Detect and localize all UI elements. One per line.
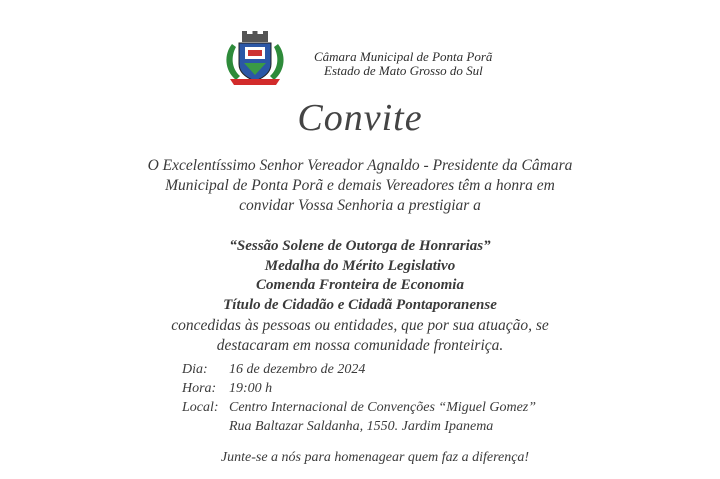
honor-item: Medalha do Mérito Legislativo	[264, 257, 456, 274]
institution-name	[314, 50, 492, 78]
intro-line: Municipal de Ponta Porã e demais Vereadores têm a honra em	[165, 177, 555, 194]
location-label: Local:	[182, 400, 219, 415]
honors-list	[0, 237, 720, 315]
time-value: 19:00 h	[229, 381, 273, 396]
address-value: Rua Baltazar Saldanha, 1550. Jardim Ipanema	[229, 419, 494, 434]
date-label: Dia:	[182, 362, 208, 377]
institution-line-2: Estado de Mato Grosso do Sul	[324, 63, 483, 78]
intro-line: O Excelentíssimo Senhor Vereador Agnaldo - Presidente da Câmara	[147, 157, 573, 174]
time-label: Hora:	[182, 381, 217, 396]
time-row	[182, 379, 536, 398]
intro-paragraph	[0, 156, 720, 216]
event-details	[182, 360, 536, 436]
intro-line: convidar Vossa Senhoria a prestigiar a	[239, 197, 481, 214]
honor-item: Título de Cidadão e Cidadã Pontaporanense	[223, 296, 497, 313]
date-value: 16 de dezembro de 2024	[229, 362, 366, 377]
invitation-title: Convite	[297, 97, 423, 139]
location-value: Centro Internacional de Convenções “Miguel Gomez”	[229, 400, 537, 415]
honor-item: “Sessão Solene de Outorga de Honrarias”	[229, 238, 491, 254]
closing-line: concedidas às pessoas ou entidades, que por sua atuação, se	[171, 317, 549, 334]
location-row	[182, 398, 536, 417]
closing-paragraph	[0, 316, 720, 356]
institution-line-1: Câmara Municipal de Ponta Porã	[314, 49, 493, 64]
honor-item: Comenda Fronteira de Economia	[256, 277, 464, 293]
header	[222, 30, 542, 92]
municipal-coat-of-arms-icon	[222, 30, 288, 90]
address-row	[182, 417, 536, 436]
footer-slogan: Junte-se a nós para homenagear quem faz a diferença!	[220, 450, 530, 465]
closing-line: destacaram em nossa comunidade fronteiriça.	[216, 337, 504, 354]
date-row	[182, 360, 536, 379]
